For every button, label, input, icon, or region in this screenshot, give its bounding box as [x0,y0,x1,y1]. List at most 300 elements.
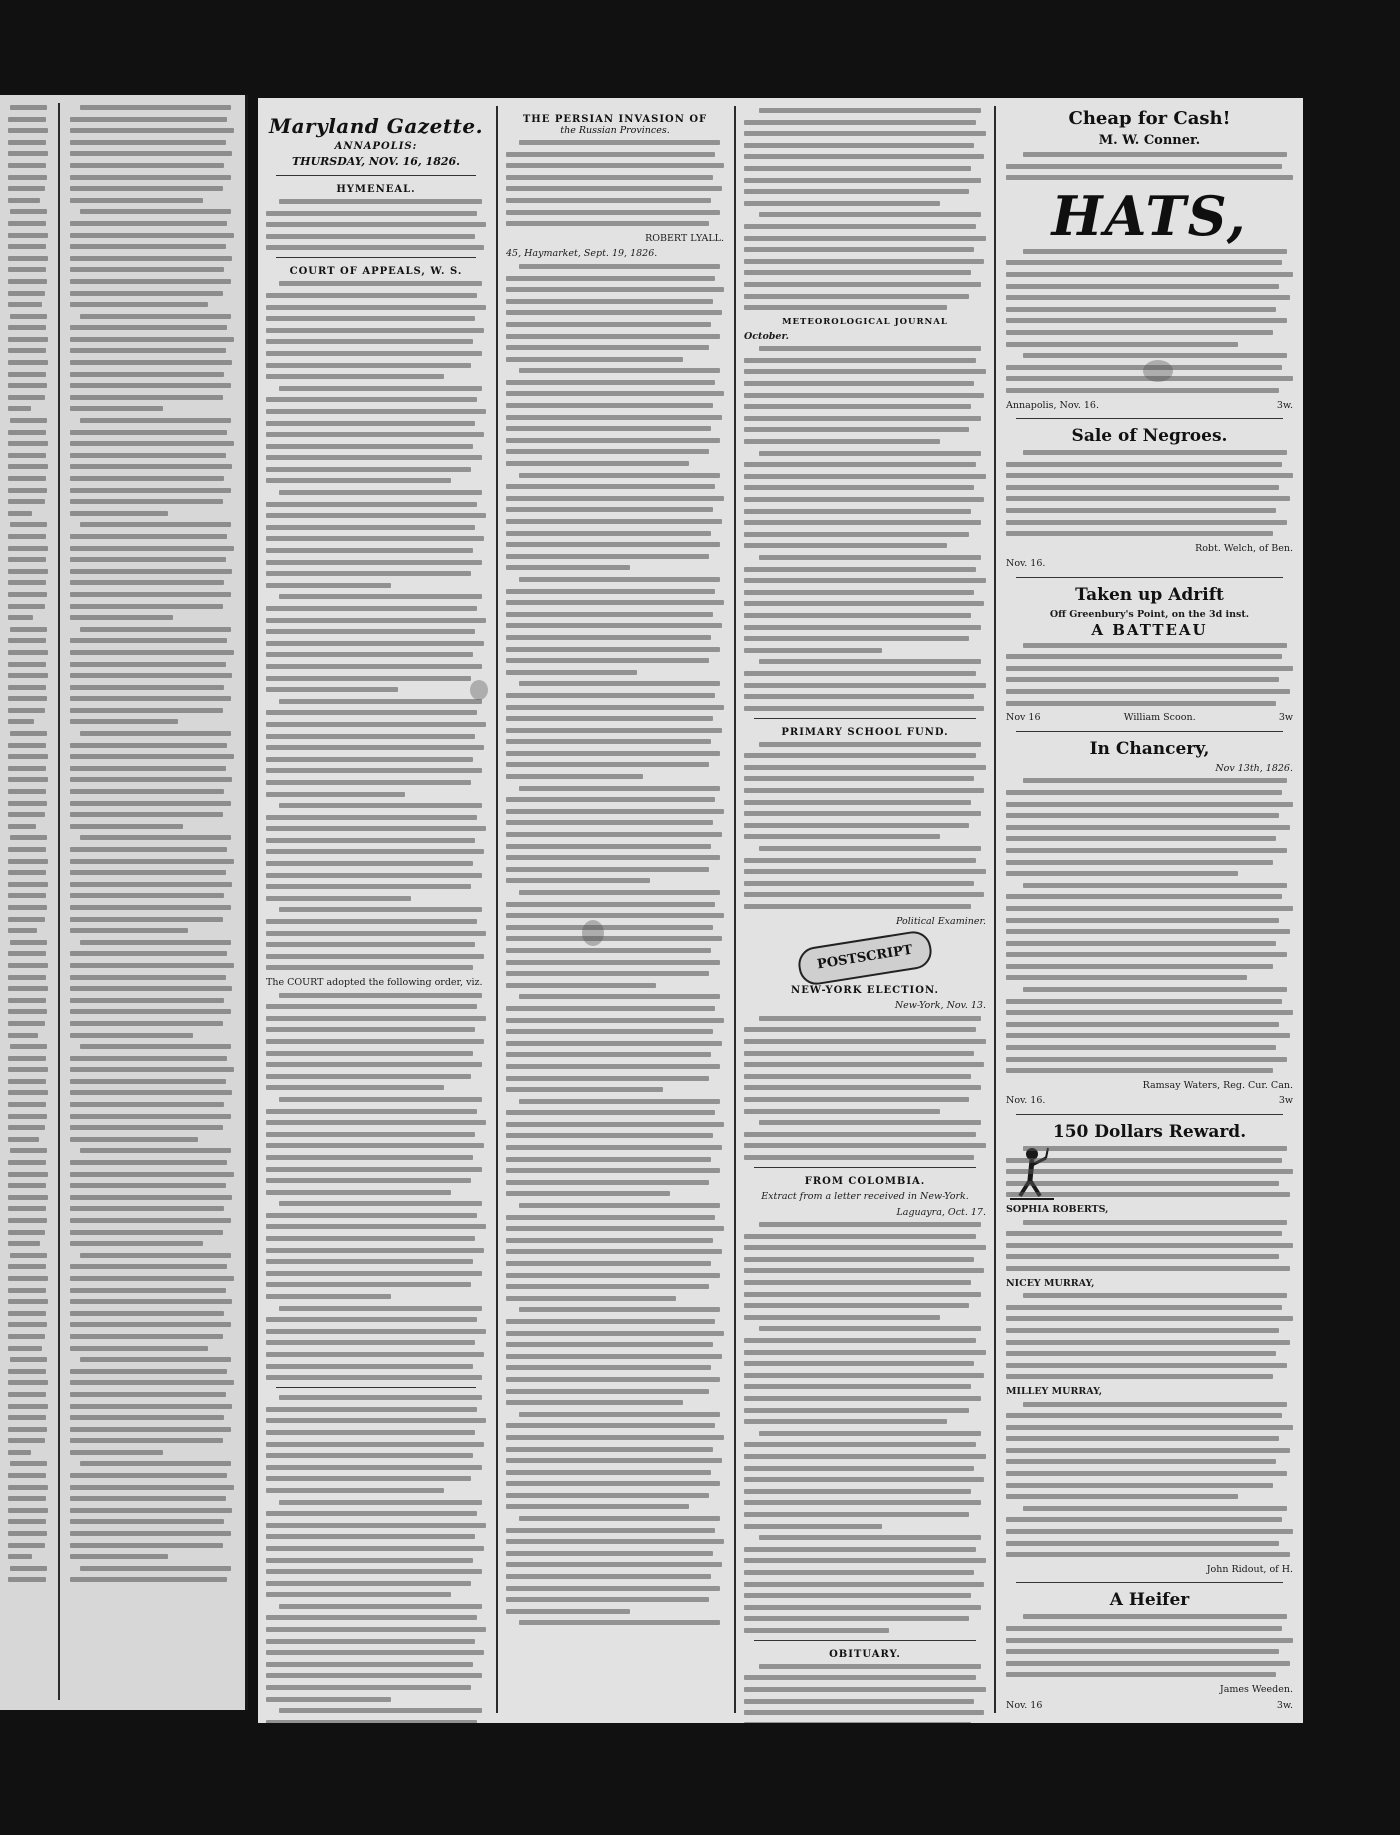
text-line [506,844,711,849]
text-line [70,1519,224,1524]
text-line [744,1257,974,1262]
batteau-heading: A BATTEAU [1091,620,1208,639]
text-line [506,809,724,814]
text-line [266,1027,475,1032]
text-line [266,397,477,402]
text-line [70,1450,163,1455]
text-line [70,905,231,910]
text-line [506,855,720,860]
masthead-city: ANNAPOLIS: [334,141,418,152]
divider [754,1640,976,1641]
text-line [1023,987,1287,992]
text-line [266,1364,473,1369]
text-line [266,826,486,831]
text-line [266,942,475,947]
text-line [8,1172,48,1177]
postscript-banner: POSTSCRIPT [796,929,934,987]
illegible-text-block [266,1395,486,1723]
text-line [506,600,724,605]
text-line [1006,295,1290,300]
illegible-text-block [744,742,986,909]
text-line [1006,1254,1279,1259]
text-line [506,1029,713,1034]
text-line [266,664,482,669]
text-line [266,1465,482,1470]
text-line [8,951,46,956]
text-line [266,1294,391,1299]
text-line [70,975,226,980]
text-line [8,557,46,562]
text-line [70,789,224,794]
text-line [8,233,48,238]
text-line [8,128,48,133]
text-line [266,1213,477,1218]
text-line [1006,1243,1293,1248]
divider [276,175,476,176]
illegible-text-block [744,346,986,710]
divider [1016,1114,1283,1115]
text-line [266,374,444,379]
text-line [10,627,47,632]
text-line [266,1259,473,1264]
text-line [70,801,231,806]
text-line [8,604,45,609]
text-line [744,1280,971,1285]
text-line [10,1148,47,1153]
text-line [10,1566,47,1571]
text-line [1006,906,1293,911]
text-line [8,151,48,156]
text-line [266,1224,486,1229]
text-line [266,1282,471,1287]
text-line [8,777,48,782]
text-line [8,743,46,748]
text-line [70,1195,232,1200]
text-line [70,917,223,922]
text-line [8,870,46,875]
text-line [744,404,971,409]
text-line [519,890,720,895]
text-line [519,1099,720,1104]
text-line [8,882,48,887]
text-line [759,742,982,747]
text-line [744,131,986,136]
text-line [744,1408,969,1413]
text-line [266,1352,484,1357]
text-line [70,685,224,690]
adrift-footer-right: 3w [1278,712,1293,724]
text-line [1006,1661,1290,1666]
text-line [70,337,234,342]
in-chancery-heading: In Chancery, [1089,738,1210,759]
text-line [744,1524,882,1529]
text-line [1006,307,1276,312]
text-line [744,1245,986,1250]
text-line [8,1264,46,1269]
text-line [266,222,486,227]
text-line [8,1485,48,1490]
text-line [70,1183,226,1188]
text-line [744,532,969,537]
text-line [744,1109,940,1114]
text-line [10,940,47,945]
heifer-footer [1006,1700,1293,1712]
text-line [8,719,34,724]
text-line [80,627,231,632]
advertisements-column [998,98,1301,1723]
text-line [506,1319,715,1324]
text-line [70,267,224,272]
text-line [70,1496,226,1501]
text-line [506,647,720,652]
illegible-text-block [266,281,486,970]
text-line [70,1346,208,1351]
text-line [279,1306,481,1311]
text-line [506,1365,711,1370]
obituary-heading: OBITUARY. [829,1648,901,1660]
text-line [744,1454,986,1459]
text-line [506,449,709,454]
text-line [266,722,486,727]
text-line [1006,1340,1290,1345]
text-line [506,357,683,362]
text-line [744,881,974,886]
text-line [266,618,486,623]
text-line [266,1511,477,1516]
text-line [744,904,971,909]
text-line [744,1292,981,1297]
text-line [8,163,46,168]
text-line [8,1438,45,1443]
text-line [266,861,473,866]
text-line [266,467,471,472]
text-line [70,291,223,296]
text-line [506,1180,709,1185]
text-line [8,395,45,400]
text-line [506,670,637,675]
illegible-text-block [1006,778,1293,1073]
text-line [8,1276,48,1281]
text-line [8,1380,48,1385]
text-line [1023,450,1287,455]
text-line [266,502,477,507]
text-line [506,936,722,941]
text-line [10,314,47,319]
text-line [279,907,481,912]
text-line [744,753,976,758]
text-line [506,1481,720,1486]
text-line [266,1430,475,1435]
text-line [8,511,32,516]
text-line [266,328,484,333]
text-line [519,1516,720,1521]
text-line [10,418,47,423]
text-line [1006,1494,1238,1499]
text-line [266,234,475,239]
text-line [70,128,234,133]
text-line [266,1523,486,1528]
text-line [266,1546,484,1551]
chancery-footer-right: 3w [1278,1095,1293,1107]
text-line [70,1485,234,1490]
text-line [70,580,224,585]
text-line [506,1261,711,1266]
text-line [266,687,398,692]
text-line [1006,164,1282,169]
text-line [744,143,974,148]
text-line [266,409,486,414]
text-line [519,1203,720,1208]
text-line [8,1160,46,1165]
text-line [1006,802,1293,807]
text-line [8,337,48,342]
text-line [1006,813,1279,818]
text-line [70,1554,168,1559]
text-line [70,928,188,933]
text-line [1006,1459,1276,1464]
text-line [8,662,46,667]
text-line [266,305,486,310]
text-line [744,189,969,194]
text-line [1006,689,1290,694]
text-line [744,800,971,805]
text-line [266,1236,475,1241]
text-line [1006,1413,1282,1418]
text-line [506,322,711,327]
court-of-appeals-heading: COURT OF APPEALS, W. S. [289,266,463,278]
text-line [506,1133,713,1138]
text-line [744,706,984,711]
text-line [744,1500,981,1505]
text-line [70,140,226,145]
sale-of-negroes-heading: Sale of Negroes. [1071,426,1228,447]
text-line [1006,1266,1290,1271]
text-line [80,1461,231,1466]
adrift-footer-left: Nov 16 [1006,712,1041,724]
text-line [506,542,720,547]
text-line [70,464,232,469]
text-line [70,117,227,122]
text-line [744,247,974,252]
text-line [80,1357,231,1362]
adrift-subheading: Off Greenbury's Point, on the 3d inst. [1049,609,1250,621]
text-line [266,1248,484,1253]
text-line [519,786,720,791]
text-line [266,884,471,889]
text-line [70,1056,227,1061]
text-line [8,1183,46,1188]
text-line [506,1609,630,1614]
text-line [70,1322,231,1327]
text-line [8,998,46,1003]
text-line [1006,1649,1279,1654]
text-line [1006,1169,1293,1174]
text-line [70,1392,226,1397]
text-line [8,372,46,377]
text-line [506,774,643,779]
illegible-text-block [1006,643,1293,706]
text-line [266,849,484,854]
text-line [8,302,42,307]
text-line [1006,284,1279,289]
text-line [506,1006,715,1011]
text-line [70,383,231,388]
text-line [506,1284,709,1289]
text-line [744,427,969,432]
text-line [744,1051,974,1056]
text-line [70,696,231,701]
text-line [744,497,984,502]
text-line [70,1230,223,1235]
text-line [1006,1374,1273,1379]
heifer-heading: A Heifer [1109,1590,1190,1611]
text-line [266,583,391,588]
text-line [506,484,715,489]
text-line [70,302,208,307]
text-line [70,441,234,446]
text-line [266,873,482,878]
text-line [279,1708,481,1713]
text-line [70,1125,223,1130]
text-line [759,1016,982,1021]
persian-invasion-heading: THE PERSIAN INVASION OF [522,114,708,125]
text-line [70,708,223,713]
text-line [8,1137,39,1142]
text-line [70,1218,231,1223]
text-line [266,931,486,936]
text-line [1006,1351,1276,1356]
text-line [70,604,223,609]
text-line [744,1085,981,1090]
adjacent-page-fragment [0,95,248,1710]
text-line [1006,342,1238,347]
text-line [70,650,234,655]
text-line [506,612,713,617]
text-line [266,792,405,797]
text-line [266,1697,391,1702]
text-line [266,1039,484,1044]
text-line [1006,1305,1282,1310]
text-line [10,1253,47,1258]
text-line [1006,1057,1287,1062]
text-line [70,743,227,748]
text-line [266,1650,484,1655]
text-line [744,858,976,863]
text-line [519,1620,720,1625]
adrift-signature: William Scoon. [1123,712,1196,724]
text-line [8,986,48,991]
text-line [8,499,45,504]
text-line [266,1051,473,1056]
text-line [1006,677,1279,682]
text-line [8,430,46,435]
hats-advertiser: M. W. Conner. [1098,133,1201,148]
text-line [266,444,473,449]
text-line [80,731,231,736]
text-line [744,1384,971,1389]
text-line [279,803,481,808]
text-line [759,1222,982,1227]
text-line [1006,1181,1279,1186]
text-line [8,1067,48,1072]
text-line [266,293,477,298]
text-line [266,1627,486,1632]
text-line [70,175,231,180]
text-line [70,870,226,875]
text-line [744,892,984,897]
text-line [506,1052,711,1057]
text-line [8,1543,45,1548]
text-line [1006,1541,1279,1546]
text-line [8,464,48,469]
text-line [744,1338,976,1343]
text-line [266,838,475,843]
illegible-text-block [744,1222,986,1633]
text-line [266,1190,451,1195]
meteorological-journal-heading: METEOROLOGICAL JOURNAL [782,316,948,327]
text-line [506,902,715,907]
text-line [8,1230,45,1235]
text-line [1006,1010,1293,1015]
text-line [8,476,46,481]
text-line [10,731,47,736]
text-line [1006,1316,1293,1321]
text-line [8,291,45,296]
text-line [8,1288,46,1293]
text-line [70,511,168,516]
letter-address: 45, Haymarket, Sept. 19, 1826. [506,248,658,260]
text-line [266,1317,477,1322]
text-line [80,1253,231,1258]
text-line [744,282,981,287]
text-line [8,546,48,551]
text-line [1006,318,1287,323]
text-line [266,606,477,611]
text-line [744,590,974,595]
adrift-footer [1006,712,1293,724]
text-line [266,525,475,530]
text-line [8,1299,48,1304]
text-line [70,951,227,956]
text-line [10,835,47,840]
text-line [8,789,46,794]
column-1 [258,98,494,1723]
text-line [519,994,720,999]
text-line [8,708,45,713]
text-line [80,835,231,840]
text-line [70,777,232,782]
text-line [1006,701,1276,706]
text-line [1006,272,1293,277]
text-line [506,175,713,180]
text-line [744,683,986,688]
masthead-title: Maryland Gazette. [268,114,484,138]
text-line [70,534,227,539]
text-line [266,652,473,657]
text-line [266,1109,477,1114]
text-line [8,638,46,643]
text-line [266,1016,486,1021]
text-line [744,1361,974,1366]
text-line [70,1299,232,1304]
text-line [70,186,223,191]
text-line [1006,1425,1293,1430]
text-line [1006,952,1287,957]
heifer-footer-right: 3w. [1276,1699,1293,1711]
text-line [266,780,471,785]
text-line [506,728,722,733]
text-line [1006,918,1279,923]
